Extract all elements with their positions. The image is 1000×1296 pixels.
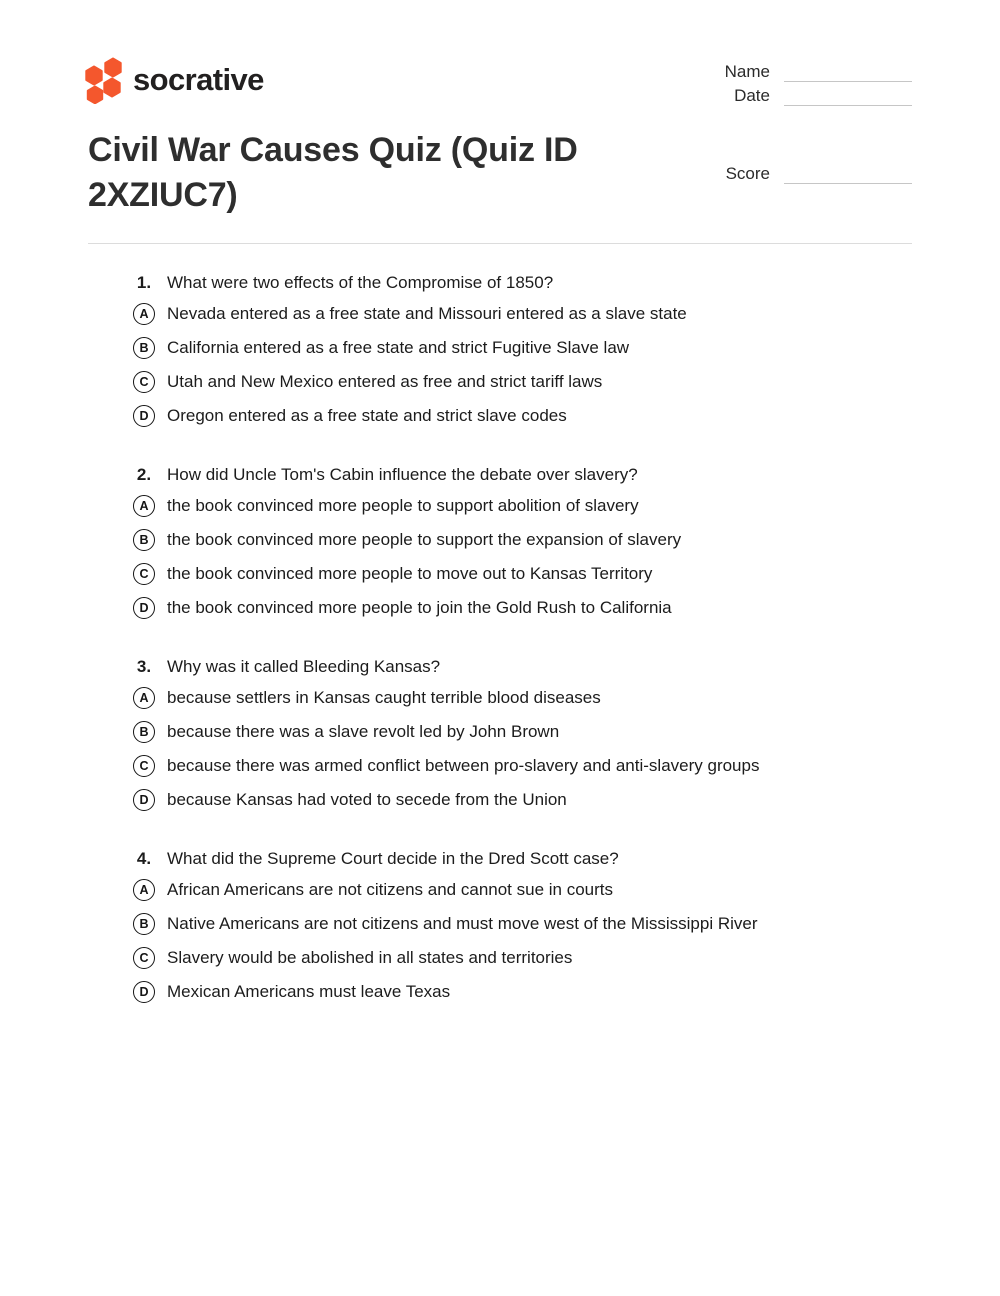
option-text: the book convinced more people to join the Gold Rush to California	[167, 598, 672, 617]
answer-option[interactable]	[133, 303, 1000, 325]
option-letter-bubble[interactable]: A	[133, 879, 155, 901]
option-letter-bubble[interactable]: A	[133, 303, 155, 325]
question-number: 3.	[136, 657, 152, 676]
option-text: Slavery would be abolished in all states and territories	[167, 948, 573, 967]
question-number: 4.	[136, 849, 152, 868]
option-letter-bubble[interactable]: C	[133, 755, 155, 777]
answer-option[interactable]	[133, 981, 1000, 1003]
logo-wordmark: socrative	[133, 62, 264, 97]
answer-option[interactable]	[133, 687, 1000, 709]
option-text: African Americans are not citizens and cannot sue in courts	[167, 880, 614, 899]
socrative-logo	[84, 56, 264, 104]
option-letter-bubble[interactable]: B	[133, 529, 155, 551]
answer-option[interactable]	[133, 721, 1000, 743]
answer-option[interactable]	[133, 947, 1000, 969]
date-label: Date	[734, 86, 770, 105]
option-letter-bubble[interactable]: B	[133, 913, 155, 935]
option-text: because settlers in Kansas caught terrible blood diseases	[167, 688, 601, 707]
date-field	[734, 85, 912, 106]
option-letter-bubble[interactable]: C	[133, 563, 155, 585]
option-text: the book convinced more people to support the expansion of slavery	[167, 530, 682, 549]
score-label: Score	[725, 164, 770, 183]
option-text: Utah and New Mexico entered as free and strict tariff laws	[167, 372, 603, 391]
question-block	[0, 655, 1000, 811]
option-letter-bubble[interactable]: D	[133, 981, 155, 1003]
answer-option[interactable]	[133, 529, 1000, 551]
score-fill-line[interactable]	[784, 164, 912, 184]
option-text: California entered as a free state and strict Fugitive Slave law	[167, 338, 630, 357]
option-text: because there was a slave revolt led by John Brown	[167, 722, 560, 741]
question-text: What were two effects of the Compromise of 1850?	[167, 273, 554, 292]
answer-option[interactable]	[133, 495, 1000, 517]
header-divider	[88, 243, 912, 244]
option-text: Native Americans are not citizens and must move west of the Mississippi River	[167, 914, 758, 933]
option-text: the book convinced more people to support abolition of slavery	[167, 496, 639, 515]
option-text: Mexican Americans must leave Texas	[167, 982, 451, 1001]
question-row	[133, 463, 1000, 487]
question-row	[133, 847, 1000, 871]
option-letter-bubble[interactable]: D	[133, 789, 155, 811]
question-number: 2.	[136, 465, 152, 484]
question-number: 1.	[136, 273, 152, 292]
answer-option[interactable]	[133, 597, 1000, 619]
question-text: Why was it called Bleeding Kansas?	[167, 657, 441, 676]
name-label: Name	[724, 62, 770, 81]
option-text: Nevada entered as a free state and Missouri entered as a slave state	[167, 304, 687, 323]
option-letter-bubble[interactable]: D	[133, 405, 155, 427]
name-fill-line[interactable]	[784, 62, 912, 82]
answer-option[interactable]	[133, 789, 1000, 811]
name-field	[725, 61, 912, 82]
option-text: because there was armed conflict between pro-slavery and anti-slavery groups	[167, 756, 760, 775]
answer-option[interactable]	[133, 755, 1000, 777]
answer-option[interactable]	[133, 563, 1000, 585]
answer-option[interactable]	[133, 405, 1000, 427]
quiz-title: Civil War Causes Quiz (Quiz ID 2XZIUC7)	[88, 131, 578, 214]
answer-option[interactable]	[133, 371, 1000, 393]
option-letter-bubble[interactable]: B	[133, 721, 155, 743]
option-letter-bubble[interactable]: B	[133, 337, 155, 359]
answer-option[interactable]	[133, 337, 1000, 359]
date-fill-line[interactable]	[784, 86, 912, 106]
option-letter-bubble[interactable]: A	[133, 687, 155, 709]
answer-option[interactable]	[133, 913, 1000, 935]
option-text: Oregon entered as a free state and strict slave codes	[167, 406, 567, 425]
option-letter-bubble[interactable]: D	[133, 597, 155, 619]
option-letter-bubble[interactable]: A	[133, 495, 155, 517]
option-text: because Kansas had voted to secede from the Union	[167, 790, 567, 809]
question-text: What did the Supreme Court decide in the Dred Scott case?	[167, 849, 619, 868]
socrative-hexagons-icon	[84, 56, 124, 104]
question-block	[0, 463, 1000, 619]
question-block	[0, 847, 1000, 1003]
score-field	[726, 163, 912, 184]
option-letter-bubble[interactable]: C	[133, 371, 155, 393]
question-row	[133, 271, 1000, 295]
questions-list	[0, 271, 1000, 1039]
answer-option[interactable]	[133, 879, 1000, 901]
question-block	[0, 271, 1000, 427]
question-row	[133, 655, 1000, 679]
question-text: How did Uncle Tom's Cabin influence the debate over slavery?	[167, 465, 638, 484]
option-letter-bubble[interactable]: C	[133, 947, 155, 969]
option-text: the book convinced more people to move out to Kansas Territory	[167, 564, 653, 583]
